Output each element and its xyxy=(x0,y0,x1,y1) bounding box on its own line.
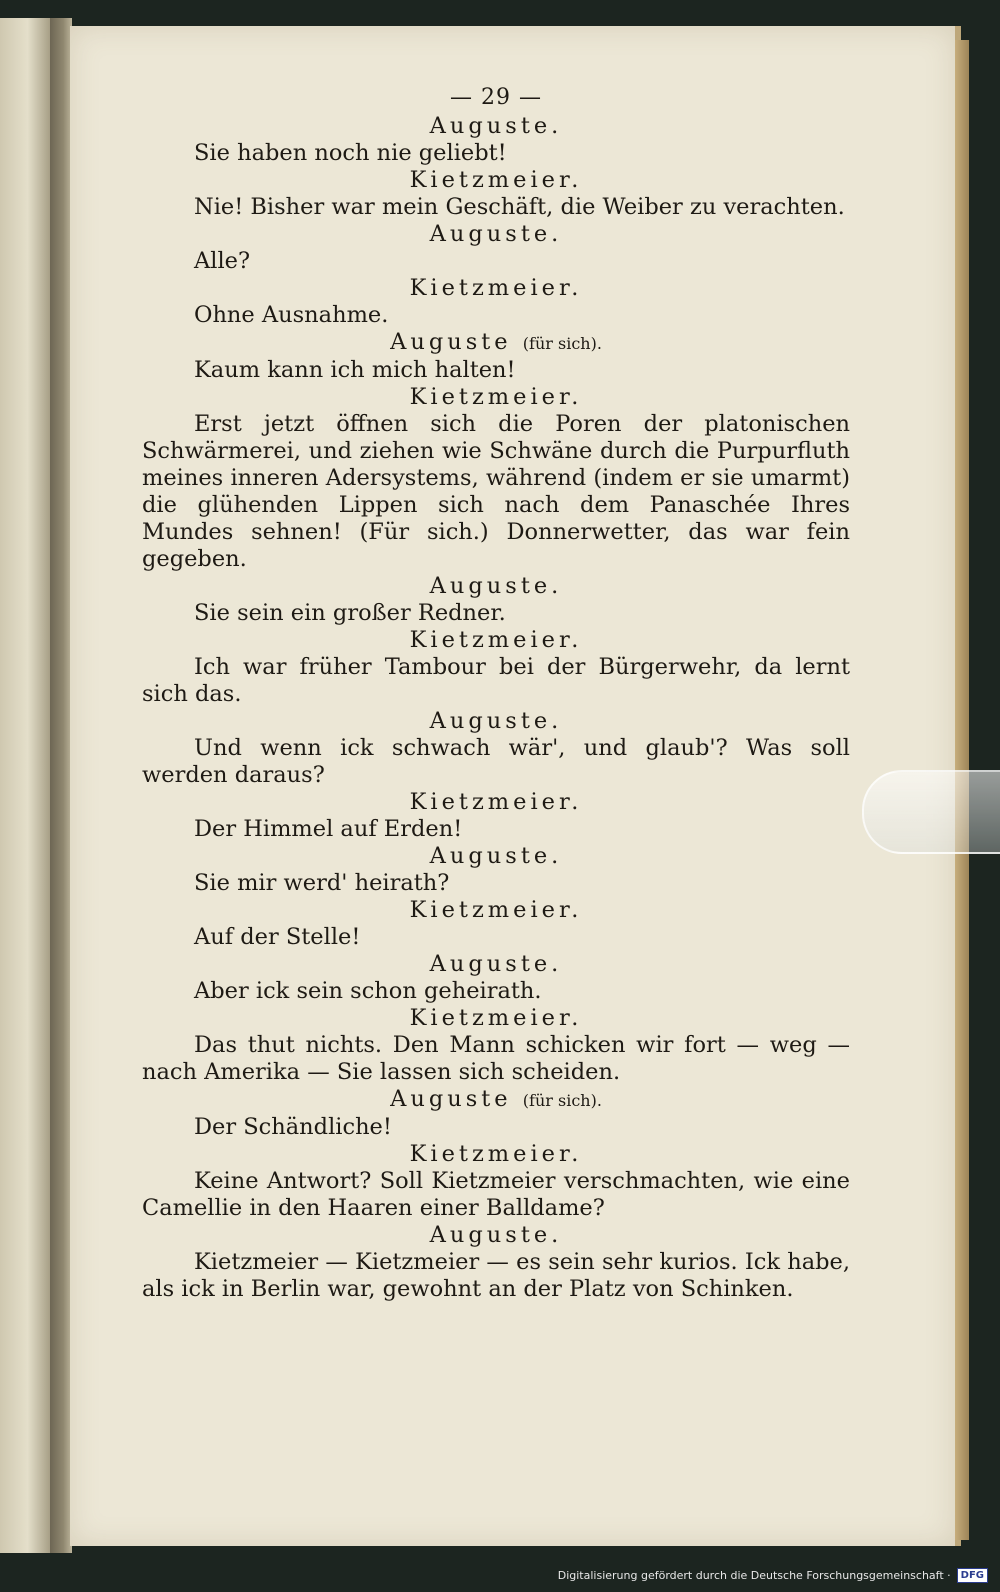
page-number: — 29 — xyxy=(450,85,542,110)
dialogue-line: Erst jetzt öffnen sich die Poren der platonischen Schwärmerei, und ziehen wie Schwäne durch die Purpurfluth meines inneren Adersystems, während (indem er sie umarmt) die glühenden Lippen sich nach dem Panaschée Ihres Mundes sehnen! (Für sich.) Donnerwetter, das war fein gegeben. xyxy=(142,411,850,572)
stage-direction: (für sich). xyxy=(522,1091,602,1110)
footer-credit: Digitalisierung gefördert durch die Deutsche Forschungsgemeinschaft · xyxy=(557,1568,951,1582)
speaker-label: Auguste. xyxy=(429,573,563,599)
speaker-name xyxy=(142,329,850,357)
speaker-name xyxy=(142,843,850,870)
dialogue-line: Alle? xyxy=(194,248,251,274)
page-text xyxy=(142,84,850,1303)
speaker-label: Auguste. xyxy=(429,951,563,977)
dialogue-line: Das thut nichts. Den Mann schicken wir fort — weg — nach Amerika — Sie lassen sich scheiden. xyxy=(142,1032,850,1085)
speaker-name xyxy=(142,627,850,654)
speaker-label: Kietzmeier. xyxy=(409,1005,583,1031)
speaker-name xyxy=(142,1222,850,1249)
dialogue-line: Und wenn ick schwach wär', und glaub'? Was soll werden daraus? xyxy=(142,735,850,788)
speaker-label: Kietzmeier. xyxy=(409,627,583,653)
dialogue-line: Auf der Stelle! xyxy=(194,924,361,950)
speaker-label: Kietzmeier. xyxy=(409,275,583,301)
dialogue-line: Keine Antwort? Soll Kietzmeier verschmachten, wie eine Camellie in den Haaren einer Balldame? xyxy=(142,1168,850,1221)
dialogue-line: Kietzmeier — Kietzmeier — es sein sehr kurios. Ick habe, als ick in Berlin war, gewohnt an der Platz von Schinken. xyxy=(142,1249,850,1302)
speaker-name xyxy=(142,1005,850,1032)
speaker-name xyxy=(142,167,850,194)
speaker-label: Auguste. xyxy=(429,708,563,734)
dialogue-line: Sie sein ein großer Redner. xyxy=(194,600,506,626)
dialogue xyxy=(142,113,850,1303)
glass-weight xyxy=(862,770,1000,854)
dialogue-line: Sie haben noch nie geliebt! xyxy=(194,140,507,166)
footer xyxy=(558,1564,988,1586)
dialogue-line: Nie! Bisher war mein Geschäft, die Weiber zu verachten. xyxy=(194,194,845,220)
speaker-name xyxy=(142,1086,850,1114)
dialogue-line: Ich war früher Tambour bei der Bürgerwehr, da lernt sich das. xyxy=(142,654,850,707)
dialogue-line: Sie mir werd' heirath? xyxy=(194,870,450,896)
dialogue-line: Kaum kann ich mich halten! xyxy=(194,357,516,383)
speaker-name xyxy=(142,897,850,924)
speaker-name xyxy=(142,221,850,248)
dialogue-line: Der Himmel auf Erden! xyxy=(194,816,463,842)
speaker-label: Auguste xyxy=(390,329,512,355)
speaker-label: Kietzmeier. xyxy=(409,384,583,410)
speaker-name xyxy=(142,113,850,140)
book-gutter xyxy=(50,18,72,1553)
left-page-edge xyxy=(0,18,50,1553)
speaker-label: Kietzmeier. xyxy=(409,789,583,815)
stage-direction: (für sich). xyxy=(522,334,602,353)
speaker-label: Kietzmeier. xyxy=(409,897,583,923)
speaker-label: Auguste. xyxy=(429,221,563,247)
speaker-name xyxy=(142,789,850,816)
speaker-name xyxy=(142,275,850,302)
dfg-logo: DFG xyxy=(957,1568,988,1583)
speaker-name xyxy=(142,384,850,411)
speaker-label: Auguste. xyxy=(429,1222,563,1248)
dialogue-line: Ohne Ausnahme. xyxy=(194,302,389,328)
speaker-label: Auguste. xyxy=(429,843,563,869)
dialogue-line: Aber ick sein schon geheirath. xyxy=(194,978,542,1004)
book-page xyxy=(70,26,961,1546)
speaker-name xyxy=(142,708,850,735)
dialogue-line: Der Schändliche! xyxy=(194,1114,392,1140)
speaker-name xyxy=(142,951,850,978)
speaker-label: Auguste. xyxy=(429,113,563,139)
speaker-name xyxy=(142,1141,850,1168)
speaker-label: Auguste xyxy=(390,1086,512,1112)
speaker-label: Kietzmeier. xyxy=(409,167,583,193)
speaker-label: Kietzmeier. xyxy=(409,1141,583,1167)
speaker-name xyxy=(142,573,850,600)
